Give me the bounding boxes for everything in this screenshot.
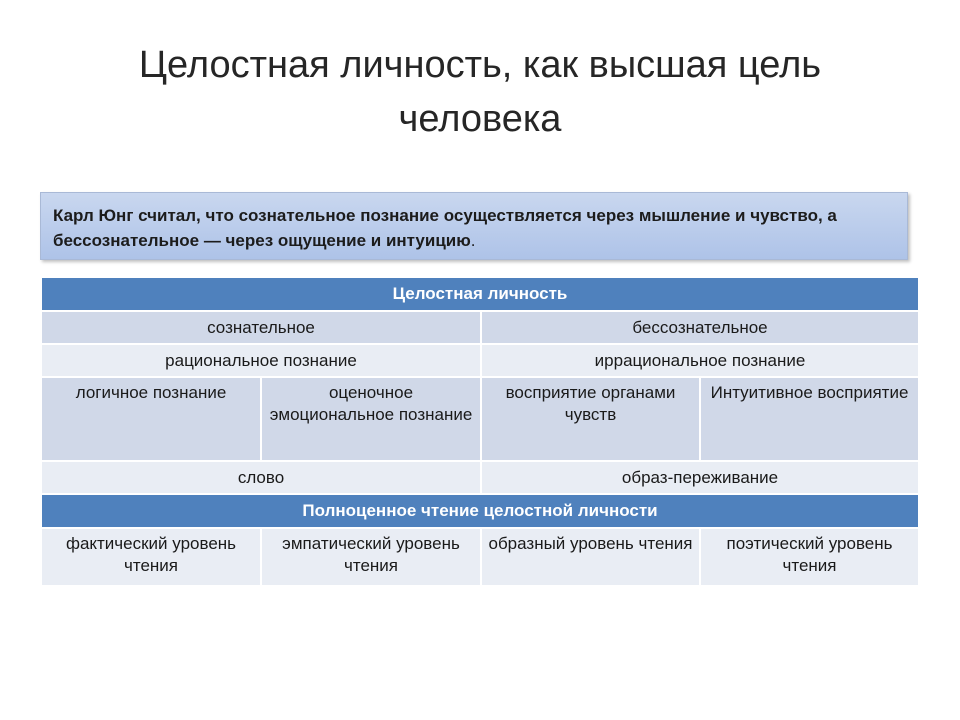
table-row xyxy=(41,311,919,344)
table-row xyxy=(41,528,919,586)
jung-callout-box xyxy=(40,192,908,260)
cell-irrational: иррациональное познание xyxy=(481,344,919,377)
cell-conscious: сознательное xyxy=(41,311,481,344)
cell-rational: рациональное познание xyxy=(41,344,481,377)
cell-intuitive: Интуитивное восприятие xyxy=(700,377,919,461)
header-integral-personality: Целостная личность xyxy=(41,277,919,311)
jung-callout-text: Карл Юнг считал, что сознательное познание осуществляется через мышление и чувство, а бессознательное — через ощущение и интуицию xyxy=(53,206,837,250)
cell-poetic: поэтический уровень чтения xyxy=(700,528,919,586)
table-row xyxy=(41,461,919,494)
cell-factual: фактический уровень чтения xyxy=(41,528,261,586)
header-full-reading: Полноценное чтение целостной личности xyxy=(41,494,919,528)
table-row xyxy=(41,344,919,377)
slide-title xyxy=(40,38,920,146)
cell-empathic: эмпатический уровень чтения xyxy=(261,528,481,586)
personality-table xyxy=(40,276,920,587)
slide-title-line-2: человека xyxy=(398,98,562,140)
cell-figurative: образный уровень чтения xyxy=(481,528,700,586)
cell-unconscious: бессознательное xyxy=(481,311,919,344)
slide-title-line-1: Целостная личность, как высшая цель xyxy=(138,44,822,86)
cell-word: слово xyxy=(41,461,481,494)
table-header-row xyxy=(41,494,919,528)
cell-perception: восприятие органами чувств xyxy=(481,377,700,461)
cell-image: образ-переживание xyxy=(481,461,919,494)
cell-emotional: оценочное эмоциональное познание xyxy=(261,377,481,461)
cell-logical: логичное познание xyxy=(41,377,261,461)
table-header-row xyxy=(41,277,919,311)
jung-callout-end-mark: . xyxy=(470,231,476,250)
table-row xyxy=(41,377,919,461)
